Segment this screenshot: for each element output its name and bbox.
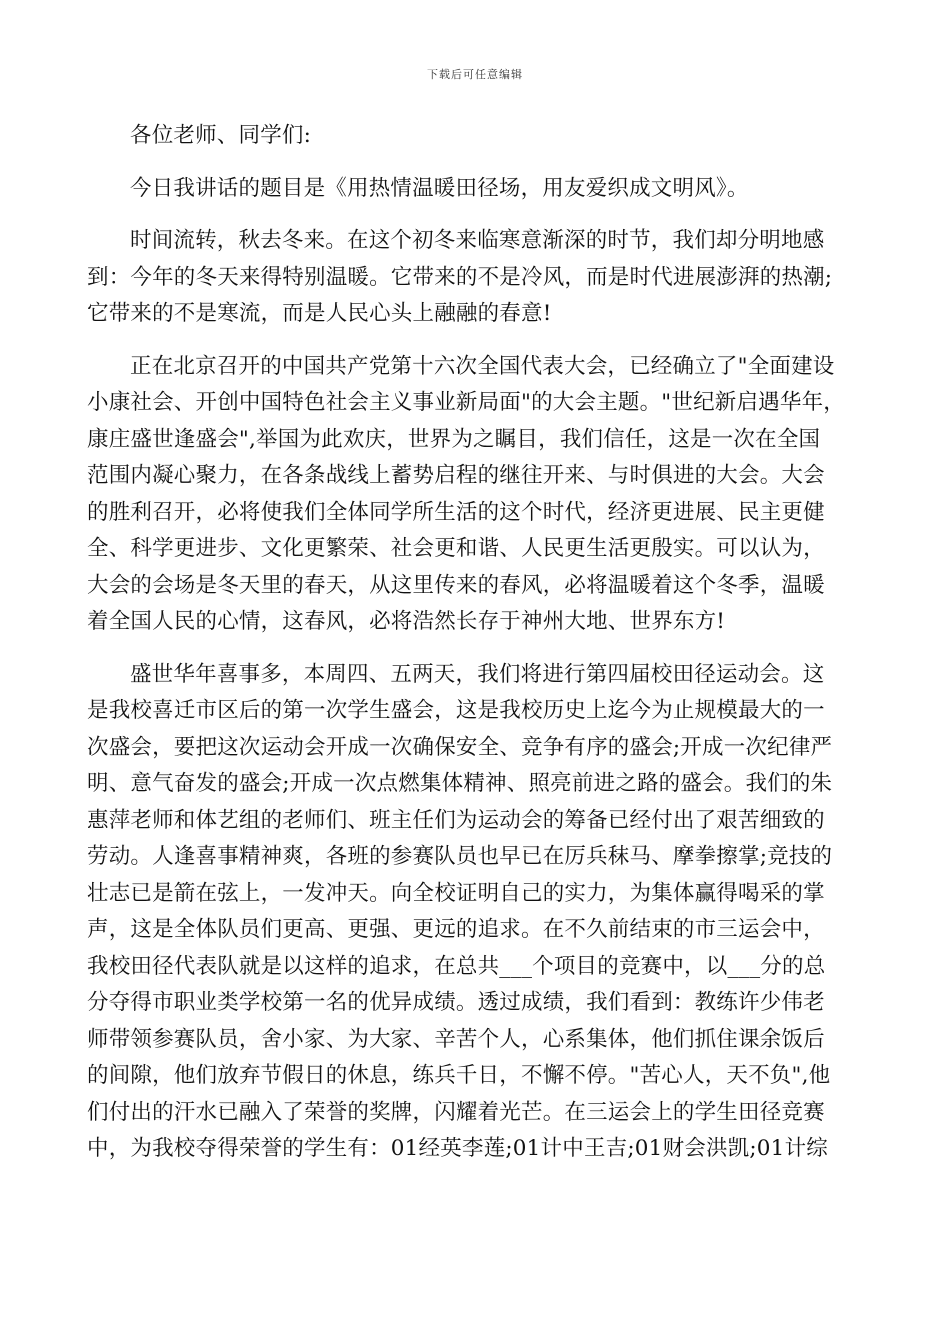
paragraph-line: 师带领参赛队员，舍小家、为大家、辛苦个人，心系集体，他们抓住课余饭后 (87, 1026, 825, 1052)
paragraph-line: 是我校喜迁市区后的第一次学生盛会，这是我校历史上迄今为止规模最大的一 (87, 698, 825, 723)
paragraph-line: 劳动。人逢喜事精神爽，各班的参赛队员也早已在厉兵秣马、摩拳擦掌;竞技的 (87, 844, 833, 869)
paragraph-line: 正在北京召开的中国共产党第十六次全国代表大会，已经确立了"全面建设 (130, 353, 835, 379)
paragraph-2 (87, 349, 857, 641)
paragraph-line: 全、科学更进步、文化更繁荣、社会更和谐、人民更生活更殷实。可以认为， (87, 536, 825, 561)
paragraph-line: 我校田径代表队就是以这样的追求，在总共___个项目的竞赛中，以___分的总 (87, 953, 826, 979)
paragraph-line: 盛世华年喜事多，本周四、五两天，我们将进行第四届校田径运动会。这 (130, 661, 825, 687)
paragraph-line: 的胜利召开，必将使我们全体同学所生活的这个时代，经济更进展、民主更健 (87, 499, 825, 525)
paragraph-line: 声，这是全体队员们更高、更强、更远的追求。在不久前结束的市三运会中， (87, 917, 825, 942)
salutation (87, 118, 857, 155)
salutation-text: 各位老师、同学们: (130, 123, 312, 148)
paragraph-line: 们付出的汗水已融入了荣誉的奖牌，闪耀着光芒。在三运会上的学生田径竞赛 (87, 1099, 825, 1125)
paragraph-line: 分夺得市职业类学校第一名的优异成绩。透过成绩，我们看到：教练许少伟老 (87, 990, 825, 1015)
topic-text: 今日我讲话的题目是《用热情温暖田径场，用友爱织成文明风》。 (130, 175, 749, 201)
header-note: 下载后可任意编辑 (427, 68, 523, 81)
paragraph-line: 的间隙，他们放弃节假日的休息，练兵千日，不懈不停。"苦心人，天不负",他 (87, 1063, 831, 1088)
paragraph-line: 次盛会，要把这次运动会开成一次确保安全、竞争有序的盛会;开成一次纪律严 (87, 734, 833, 760)
paragraph-line: 大会的会场是冬天里的春天，从这里传来的春风，必将温暖着这个冬季，温暖 (87, 572, 825, 598)
paragraph-line: 康庄盛世逢盛会",举国为此欢庆，世界为之瞩目，我们信任，这是一次在全国 (87, 426, 821, 452)
paragraph-line: 时间流转，秋去冬来。在这个初冬来临寒意渐深的时节，我们却分明地感 (130, 228, 825, 253)
paragraph-line: 壮志已是箭在弦上，一发冲天。向全校证明自己的实力，为集体赢得喝采的掌 (87, 880, 825, 906)
paragraph-line: 范围内凝心聚力，在各条战线上蓄势启程的继往开来、与时俱进的大会。大会 (87, 463, 825, 488)
paragraph-line: 中，为我校夺得荣誉的学生有：01经英李莲;01计中王吉;01财会洪凯;01计综 (87, 1136, 828, 1161)
paragraph-line: 着全国人民的心情，这春风，必将浩然长存于神州大地、世界东方! (87, 609, 726, 634)
paragraph-line: 明、意气奋发的盛会;开成一次点燃集体精神、照亮前进之路的盛会。我们的朱 (87, 771, 833, 796)
paragraph-line: 它带来的不是寒流，而是人民心头上融融的春意! (87, 301, 552, 326)
paragraph-line: 到：今年的冬天来得特别温暖。它带来的不是冷风，而是时代进展澎湃的热潮; (87, 264, 833, 290)
topic-paragraph (87, 171, 857, 208)
paragraph-line: 惠萍老师和体艺组的老师们、班主任们为运动会的筹备已经付出了艰苦细致的 (87, 807, 825, 833)
paragraph-3 (87, 657, 857, 1168)
document-body (87, 118, 857, 1184)
paragraph-line: 小康社会、开创中国特色社会主义事业新局面"的大会主题。"世纪新启遇华年， (87, 390, 845, 415)
paragraph-1 (87, 223, 857, 333)
